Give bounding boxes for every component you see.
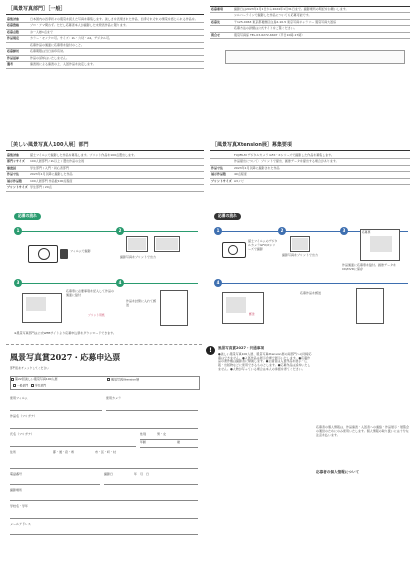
field-date[interactable] — [104, 473, 198, 485]
sec2-right-title: ［風景写真Xtension展］募集要項 — [212, 142, 292, 148]
spec-key: 選考 — [6, 62, 29, 68]
field-age-label: 年齢 — [140, 440, 147, 444]
flow-right-text-1: 富士フイルムのデジタルカメラGFX/Xシリーズで撮影 — [248, 239, 278, 251]
sec2-right-table — [210, 153, 410, 185]
field-gender-label: 性別 — [140, 432, 147, 436]
field-film-label: 使用フィルム — [10, 396, 28, 400]
flow-left-step-4: 4 — [116, 279, 124, 287]
flow-left-text-2: 撮影写真をプリントで出力 — [120, 255, 156, 259]
flow-left-text-3: 応募票に必要事項を記入して作品の裏面に貼付 — [66, 289, 115, 297]
send-label: 郵送 — [249, 312, 255, 316]
spec-value: 日本国内の四季折々の風景を捉えた写真を募集します。美しさを表現された作品、四季それぞれの情景を感じられる作品を。 — [29, 17, 204, 23]
spec-key: 展示作品数 — [210, 172, 233, 178]
spec-key: プリントサイズ — [6, 185, 29, 191]
spec-key: 作品規定 — [6, 36, 29, 42]
spec-value: 100人展部門 / 2L以上 / 選出作品の全員 — [29, 159, 204, 165]
sec2-right-header — [210, 142, 410, 151]
form-option-100[interactable] — [10, 376, 200, 390]
general-header — [6, 6, 204, 15]
spec-key: 応募要項 — [210, 7, 233, 13]
sec2-left-header — [6, 142, 204, 151]
form-box — [6, 344, 202, 556]
spec-value: 作品提出について：プリントで提出、画像データを提出する場合があります。 — [233, 159, 410, 165]
flow-right-head: 応募の流れ — [214, 213, 241, 220]
spec-value: FUJIFILM デジタルカメラ GFX・Xシリーズで撮影した作品を募集します。 — [233, 153, 410, 159]
camera-lens-icon — [38, 248, 50, 260]
spec-value: 作品の返却はいたしません。 — [29, 55, 204, 61]
field-camera-label: 使用カメラ — [106, 396, 122, 400]
spec-value: 応募作品の裏面に応募票を貼付のこと。 — [29, 42, 204, 48]
spec-value: 〒125-0063 東京都葛飾区白鳥2-10-5 東京写真ギャラリー 風景写真大賞係 — [233, 19, 410, 25]
flow-right-step-4: 4 — [214, 279, 222, 287]
spec-value: 100人展部門 作品数100点程度 — [29, 178, 204, 184]
notes-col-1 — [218, 346, 312, 372]
field-place[interactable] — [10, 489, 198, 501]
print-photo-left-b — [156, 238, 178, 250]
field-camera[interactable] — [106, 397, 198, 411]
flow-right-line-2 — [218, 283, 408, 284]
envelope-icon-right — [356, 288, 384, 324]
checkbox-general[interactable] — [13, 384, 16, 387]
spec-value: 富士フイルムで撮影した作品を募集します。プリント作品を100点選出します。 — [29, 153, 204, 159]
form-option-100-label: 第22回美しい風景写真100人展 — [15, 377, 58, 381]
spec-value: 応募方法の詳細は公式サイトをご覧ください。 — [233, 26, 410, 32]
field-age-unit: 歳 — [176, 440, 180, 444]
spec-key: 作品返却 — [6, 55, 29, 61]
field-email[interactable] — [10, 523, 198, 535]
general-title: ［風景写真部門］［一般］ — [8, 6, 66, 12]
apply-sheet-label: 応募票 — [362, 230, 371, 234]
general-right-table — [210, 6, 410, 39]
spec-value: A3ノビ — [233, 178, 410, 184]
flow-note: ※風景写真部門は公式WEBサイトより応募申込票をダウンロードできます。 — [14, 331, 116, 335]
personal-head: 応募者の個人情報について — [316, 470, 360, 474]
spec-value: 2023年1月以降に撮影された作品 — [233, 165, 410, 171]
field-name-label: 氏名（フリガナ） — [10, 432, 34, 436]
form-title: 風景写真賞2027・応募申込票 — [10, 352, 121, 362]
field-city: 市・区・町・村 — [94, 450, 116, 454]
spec-value: シルバーラインで撮影した作品についても応募可能です。 — [233, 13, 410, 19]
form-sub-student: 学生部門 — [34, 383, 47, 388]
general-right-notebox — [225, 50, 405, 64]
field-school[interactable] — [10, 505, 198, 519]
flow-left-line-2 — [18, 283, 198, 284]
flow-right-text-3: 作品裏面に応募票を貼付。画像データをCD/DVDに保存 — [342, 263, 397, 271]
notes-head: 風景写真賞2027・共通事項 — [218, 346, 264, 350]
flow-left-step-1: 1 — [14, 227, 22, 235]
field-film[interactable] — [10, 397, 102, 411]
spec-key: 展示作品数 — [6, 178, 29, 184]
spec-value: 撮影日は2023年1月1日から2024年1月31日まで。撮影場所の明記をお願いします。 — [233, 7, 410, 13]
notes-text-col2: 応募者の個人情報は、作品審査・入賞者への連絡・作品展示・展覧会の運営のためにのみ使用いたします。個人情報の取り扱いには十分な注意を払います。 — [316, 425, 410, 437]
field-phone[interactable] — [10, 473, 100, 485]
spec-value: 審査員による審査の上、入賞作品を決定します。 — [29, 62, 204, 68]
spec-key: プリントサイズ — [210, 178, 233, 184]
flow-left-step-3: 3 — [14, 279, 22, 287]
field-gender[interactable] — [140, 433, 198, 440]
field-title[interactable] — [10, 415, 198, 429]
spec-key: 応募資格 — [6, 23, 29, 29]
spec-key: 審査員 — [6, 165, 29, 171]
field-address[interactable] — [10, 451, 198, 469]
checkbox-100[interactable] — [11, 378, 14, 381]
field-date-value: 年 月 日 — [133, 472, 149, 476]
field-school-label: 学校名・学年 — [10, 504, 29, 508]
film-roll-icon — [60, 249, 68, 259]
field-name[interactable] — [10, 433, 136, 447]
warning-icon: ! — [206, 346, 215, 355]
field-address-label: 住所 — [10, 450, 17, 454]
spec-row — [210, 178, 410, 184]
spec-row — [6, 185, 204, 191]
spec-key: 応募先 — [210, 19, 233, 25]
flow-left-line-1 — [18, 231, 198, 232]
field-age[interactable] — [140, 441, 198, 448]
form-sub-general: 一般部門 — [17, 383, 29, 388]
flow-right-step-2: 2 — [278, 227, 286, 235]
spec-key: 作品寸法 — [6, 172, 29, 178]
checkbox-xtension[interactable] — [107, 378, 110, 381]
spec-value: 風景写真係 TEL.03-6272-6607（平日10時-17時） — [233, 32, 410, 38]
spec-value: カラー・モノクロ可。サイズ：2L・六切・A4。デジタル可。 — [29, 36, 204, 42]
spec-key: 部門リサイズ — [6, 159, 29, 165]
spec-value: プロ・アマ問わず。ただし応募者本人が撮影した未発表作品に限ります。 — [29, 23, 204, 29]
personal-info-box — [316, 470, 410, 477]
spec-key: 作品寸法 — [210, 165, 233, 171]
notes-col-2 — [316, 346, 410, 438]
notes-text: ●美しい風景写真100人展、風景写真Xtension展の両部門への同時応募はできません。●入賞作品は展示会場で展示いたします。●応募作品の著作権は撮影者に帰属します。●主催者は入賞作品を展示・広報・出版物などに使用できるものとします。●応募作品は返却いたしません。●人物が写っている場合は本人の承諾を得てください。 — [218, 351, 312, 372]
form-subtitle: 部門名をチェックしてください — [10, 366, 50, 370]
apply-sheet-left-photo — [26, 297, 46, 311]
print-photo-right — [292, 238, 308, 250]
checkbox-student[interactable] — [31, 384, 34, 387]
field-phone-label: 電話番号 — [10, 472, 23, 476]
flow-right-step-3: 3 — [340, 227, 348, 235]
form-option-xtension-label: 風景写真Xtension展 — [111, 377, 140, 382]
sec2-left-table — [6, 153, 204, 192]
field-pref: 都・道・府・県 — [52, 450, 74, 454]
spec-key: 応募締切 — [6, 49, 29, 55]
spec-key: 募集対象 — [6, 153, 29, 159]
spec-value: 応募期限は当日消印有効。 — [29, 49, 204, 55]
flow-right-text-2: 撮影写真をプリントで出力 — [282, 253, 318, 257]
spec-key: 問合せ — [210, 32, 233, 38]
field-date-label: 撮影日 — [104, 472, 114, 476]
apply-sheet-right-photo — [226, 297, 246, 313]
spec-value: 学生部門 / 20点 — [29, 185, 204, 191]
spec-key: 募集対象 — [6, 17, 29, 23]
envelope-icon-left — [160, 290, 188, 326]
flow-left-step-2: 2 — [116, 227, 124, 235]
field-email-label: メールアドレス — [10, 522, 31, 526]
spec-value: お一人様1点まで — [29, 29, 204, 35]
spec-value: 学生部門 / 入門・初心者部門 — [29, 165, 204, 171]
flow-left-text-1: フィルムで撮影 — [70, 249, 91, 253]
spec-row — [210, 32, 410, 38]
spec-value: 40点程度 — [233, 172, 410, 178]
field-title-label: 作品名（フリガナ） — [10, 414, 37, 418]
spec-key: 応募点数 — [6, 29, 29, 35]
print-photo-left-a — [128, 238, 146, 250]
digital-camera-lens-icon — [228, 245, 238, 255]
general-table — [6, 17, 204, 69]
field-gender-value: 男・女 — [156, 432, 166, 436]
spec-value: 2023年1月以降に撮影した作品 — [29, 172, 204, 178]
print-label: プリント用紙 — [88, 313, 105, 317]
flow-left-head: 応募の流れ — [14, 213, 41, 220]
flow-right-step-1: 1 — [214, 227, 222, 235]
sec2-left-title: ［美しい風景写真人100人展］部門 — [8, 142, 89, 148]
apply-sheet-photo — [370, 236, 392, 252]
flow-right-text-4: 応募作品を郵送 — [300, 291, 322, 295]
spec-row — [6, 62, 204, 68]
flow-left-text-4: 作品を封筒に入れて郵送 — [126, 299, 157, 307]
field-place-label: 撮影場所 — [10, 488, 23, 492]
